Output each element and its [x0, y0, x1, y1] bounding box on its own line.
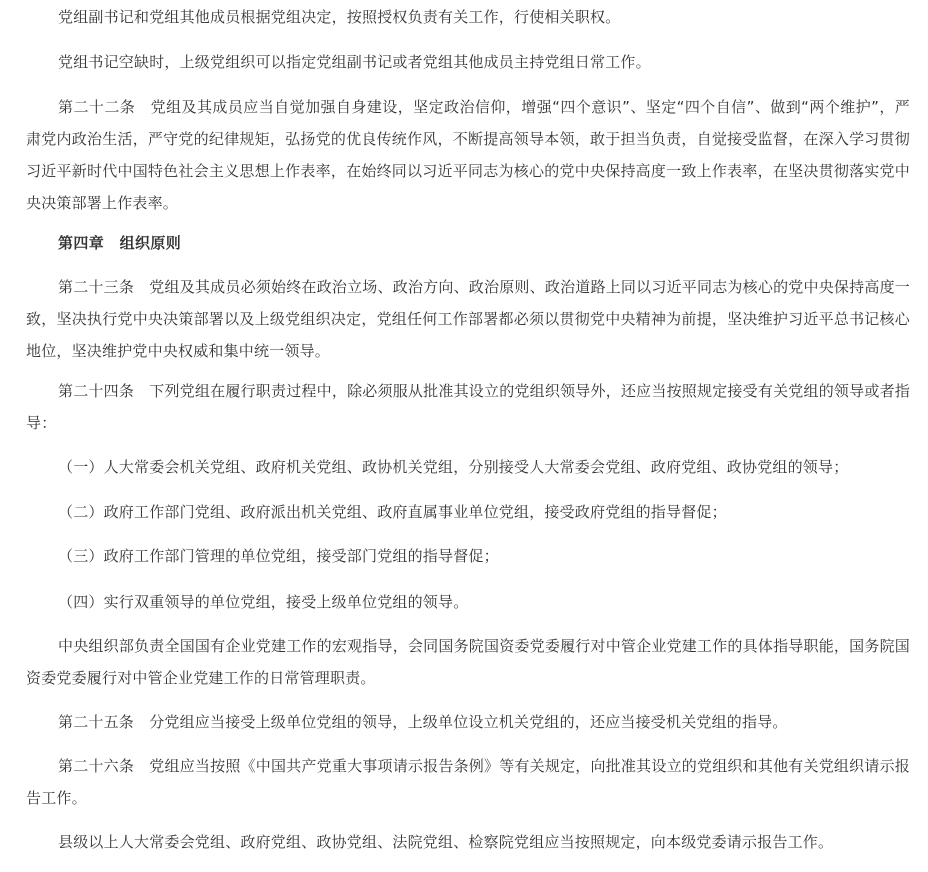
- paragraph-2: 党组书记空缺时，上级党组织可以指定党组副书记或者党组其他成员主持党组日常工作。: [58, 53, 651, 71]
- list-item-1: （一）人大常委会机关党组、政府机关党组、政协机关党组，分别接受人大常委会党组、政府党组、政协党组的领导；: [58, 458, 849, 476]
- paragraph-1: 党组副书记和党组其他成员根据党组决定，按照授权负责有关工作，行使相关职权。: [58, 8, 621, 26]
- list-item-4: （四）实行双重领导的单位党组，接受上级单位党组的领导。: [58, 593, 469, 611]
- article-22: 第二十二条 党组及其成员应当自觉加强自身建设，坚定政治信仰，增强“四个意识”、坚定“四个自信”、做到“两个维护”，严肃党内政治生活，严守党的纪律规矩，弘扬党的优良传统作风，不断提高领导本领，敢于担当负责，自觉接受监督，在深入学习贯彻习近平新时代中国特色社会主义思想上作表率，在始终同以习近平同志为核心的党中央保持高度一致上作表率，在坚决贯彻落实党中央决策部署上作表率。: [26, 98, 910, 212]
- article-24: 第二十四条 下列党组在履行职责过程中，除必须服从批准其设立的党组织领导外，还应当按照规定接受有关党组的领导或者指导：: [26, 382, 910, 432]
- article-25: 第二十五条 分党组应当接受上级单位党组的领导，上级单位设立机关党组的，还应当接受机关党组的指导。: [58, 713, 788, 731]
- paragraph-county-level: 县级以上人大常委会党组、政府党组、政协党组、法院党组、检察院党组应当按照规定，向本级党委请示报告工作。: [58, 833, 834, 851]
- article-23: 第二十三条 党组及其成员必须始终在政治立场、政治方向、政治原则、政治道路上同以习近平同志为核心的党中央保持高度一致，坚决执行党中央决策部署以及上级党组织决定，党组任何工作部署都必须以贯彻党中央精神为前提，坚决维护习近平总书记核心地位，坚决维护党中央权威和集中统一领导。: [26, 278, 910, 360]
- list-item-3: （三）政府工作部门管理的单位党组，接受部门党组的指导督促；: [58, 547, 499, 565]
- paragraph-soe-guidance: 中央组织部负责全国国有企业党建工作的宏观指导，会同国务院国资委党委履行对中管企业党建工作的具体指导职能，国务院国资委党委履行对中管企业党建工作的日常管理职责。: [26, 637, 910, 687]
- article-26: 第二十六条 党组应当按照《中国共产党重大事项请示报告条例》等有关规定，向批准其设立的党组织和其他有关党组织请示报告工作。: [26, 757, 910, 807]
- chapter-heading: 第四章 组织原则: [58, 234, 182, 252]
- list-item-2: （二）政府工作部门党组、政府派出机关党组、政府直属事业单位党组，接受政府党组的指导督促；: [58, 503, 727, 521]
